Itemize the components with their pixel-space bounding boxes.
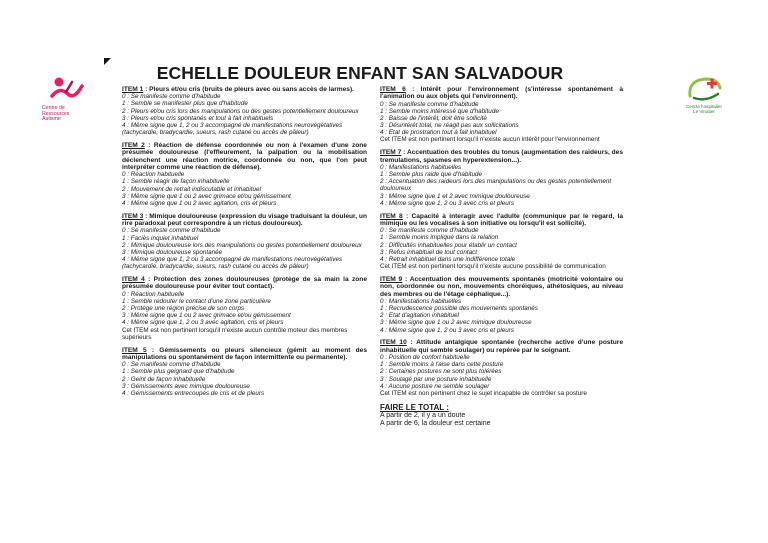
cra-logo-line1: Centre de	[42, 105, 65, 111]
item-heading	[122, 142, 367, 171]
item-label: ITEM 3	[122, 212, 144, 220]
item-label: ITEM 4	[122, 276, 145, 284]
item-option: 0 : Se manifeste comme d'habitude	[122, 93, 221, 101]
item-note: Cet ITEM est non pertinent lorsqu'il n'existe aucun intérêt pour l'environnement	[380, 136, 600, 144]
item-option: 2 : Protège une région précise de son corps	[122, 305, 245, 313]
cra-logo-line3: Autisme	[42, 116, 61, 123]
item-option: 2 : Geint de façon inhabituelle	[122, 375, 206, 383]
right-items	[380, 86, 623, 397]
item-option: 3 : Pleurs et/ou cris spontanés et tout à fait inhabituels	[122, 114, 274, 122]
item-option: 4 : Même signe que 1, 2 ou 3 accompagné de manifestations neurovégétatives (tachycardie, bradycardie, sueurs, rash cutané ou accès de pâleur)	[122, 256, 343, 271]
item-8	[380, 213, 623, 271]
item-option: 2 : Mouvement de retrait indiscutable et inhabituel	[122, 185, 261, 193]
corner-crop-mark	[104, 58, 111, 65]
right-column	[380, 86, 623, 428]
item-heading	[380, 339, 623, 354]
item-heading-text: : Pleurs et/ou cris (bruits de pleurs avec ou sans accès de larmes).	[145, 86, 354, 93]
item-label: ITEM 10	[380, 339, 407, 347]
item-9	[380, 276, 623, 334]
item-option: 3 : Désintérêt total, ne réagit pas aux sollicitations	[380, 122, 519, 130]
item-option: 1 : Semble moins à l'aise dans cette posture	[380, 361, 504, 369]
item-option: 3 : Même signe que 1 ou 2 avec mimique douloureuse	[380, 319, 532, 327]
item-option: 4 : Gémissements entrecoupés de cris et de pleurs	[122, 389, 265, 397]
item-option: 3 : Même signe que 1 et 2 avec mimique douloureuse	[380, 192, 530, 200]
item-option: 0 : Se manifeste comme d'habitude	[380, 227, 479, 235]
item-heading	[122, 276, 367, 291]
item-option: 2 : Baisse de l'intérêt, doit être sollicité	[380, 114, 487, 122]
total-heading: FAIRE LE TOTAL :	[380, 402, 449, 412]
item-heading-text: : Mimique douloureuse (expression du visage traduisant la douleur, un rire paradoxal peut correspondre à un rictus douloureux).	[122, 212, 367, 228]
item-option: 3 : Refus inhabituel de tout contact	[380, 248, 477, 256]
item-option: 1 : Semble redouter le contact d'une zone particulière	[122, 297, 271, 305]
item-option: 3 : Même signe que 1 ou 2 avec grimace et/ou gémissement	[122, 192, 291, 200]
item-option: 0 : Position de confort habituelle	[380, 354, 470, 362]
item-2	[122, 142, 367, 207]
item-option: 3 : Même signe que 1 ou 2 avec grimace et/ou gémissement	[122, 312, 291, 320]
hospital-logo	[676, 74, 730, 124]
cra-figure-icon	[50, 74, 86, 104]
item-option: 3 : Soulagé par une posture inhabituelle	[380, 375, 492, 383]
item-label: ITEM 5	[122, 346, 147, 354]
item-option: 1 : Semble réagir de façon inhabituelle	[122, 178, 230, 186]
item-option: 2 : Accentuation des raideurs lors des manipulations ou des gestes potentiellement douloureux	[380, 178, 612, 193]
item-heading	[380, 276, 623, 298]
item-option: 3 : Gémissements avec mimique douloureuse	[122, 382, 250, 390]
item-option: 0 : Se manifeste comme d'habitude	[122, 227, 221, 235]
item-option: 4 : Même signe que 1, 2 ou 3 accompagné de manifestations neurovégétatives (tachycardie, bradycardie, sueurs, rash cutané ou accès de pâleur)	[122, 121, 343, 137]
item-heading	[380, 149, 623, 164]
hospital-swoosh-icon	[676, 74, 730, 104]
item-heading	[380, 86, 623, 101]
item-label: ITEM 1	[122, 86, 144, 93]
item-heading	[380, 213, 623, 228]
item-option: 1 : Semble plus geignard que d'habitude	[122, 368, 235, 376]
page-title: ECHELLE DOULEUR ENFANT SAN SALVADOUR	[156, 63, 564, 83]
item-7	[380, 149, 623, 207]
hospital-logo-line1: Centre hospitalier	[685, 104, 722, 109]
item-option: 3 : Mimique douloureuse spontanée	[122, 248, 223, 256]
item-heading-text: : Gémissements ou pleurs silencieux (gémit au moment des manipulations ou spontanément de façon intermittente ou permanente).	[122, 346, 368, 361]
item-option: 1 : Semble plus raide que d'habitude	[380, 171, 483, 179]
item-option: 1 : Recrudescence possible des mouvements spontanés	[380, 305, 538, 313]
item-label: ITEM 7	[380, 149, 402, 157]
item-heading-text: : Attitude antalgique spontanée (recherche active d'une posture inhabituelle qui semble soulager) ou repérée par le soignant.	[380, 339, 623, 354]
item-10	[380, 339, 623, 397]
item-label: ITEM 2	[122, 142, 145, 150]
item-5	[122, 347, 367, 397]
item-note: Cet ITEM est non pertinent lorsqu'il n'existe aucune possibilité de communication	[380, 263, 606, 271]
item-note: Cet ITEM est non pertinent chez le sujet incapable de contrôler sa posture	[380, 389, 587, 397]
item-option: 2 : Etat d'agitation inhabituel	[380, 312, 459, 320]
item-option: 0 : Manifestations habituelles	[380, 163, 462, 171]
item-4	[122, 276, 367, 341]
item-1	[122, 86, 367, 136]
item-label: ITEM 8	[380, 212, 403, 220]
item-heading	[122, 86, 367, 93]
item-option: 4 : Aucune posture ne semble soulager	[380, 382, 490, 390]
item-label: ITEM 9	[380, 275, 403, 283]
item-option: 0 : Se manifeste comme d'habitude	[380, 100, 479, 108]
item-heading-text: : Protection des zones douloureuses (protège de sa main la zone présumée douloureuse pour éviter tout contact).	[122, 276, 367, 291]
item-option: 2 : Mimique douloureuse lors des manipulations ou gestes potentiellement douloureux	[122, 241, 362, 249]
hospital-logo-line2: Le Vinatier	[693, 109, 715, 114]
item-option: 0 : Réaction habituelle	[122, 171, 185, 179]
item-label: ITEM 6	[380, 86, 406, 93]
item-3	[122, 213, 367, 271]
item-heading-text: : Réaction de défense coordonnée ou non à l'examen d'une zone présumée douloureuse (l'effleurement, la palpation ou la mobilisation déclenchent une réaction motrice, coordonnée ou non, que l'on peut interpréter comme une réaction de défense).	[122, 142, 367, 171]
item-option: 4 : Même signe que 1, 2 ou 3 avec cris et pleurs	[380, 199, 515, 207]
item-option: 2 : Pleurs et/ou cris lors des manipulations ou des gestes potentiellement douloureux	[122, 107, 359, 115]
item-option: 4 : Même signe que 1, 2 ou 3 avec cris et pleurs	[380, 326, 515, 334]
item-option: 1 : Semble moins impliqué dans la relation	[380, 234, 499, 242]
item-heading-text: : Intérêt pour l'environnement (s'intéresse spontanément à l'animation ou aux objets qui l'environnent).	[380, 86, 623, 101]
item-option: 0 : Se manifeste comme d'habitude	[122, 361, 221, 369]
item-heading	[122, 213, 367, 228]
total-section	[380, 403, 623, 429]
cra-logo-line2: Ressources	[42, 110, 70, 117]
item-option: 1 : Semble se manifester plus que d'habitude	[122, 100, 248, 108]
item-note: Cet ITEM est non pertinent lorsqu'il n'existe aucun contrôle moteur des membres supérieurs	[122, 326, 348, 341]
item-option: 1 : Faciès inquiet inhabituel	[122, 234, 199, 242]
item-option: 4 : Même signe que 1 ou 2 avec agitation, cris et pleurs	[122, 199, 277, 207]
left-column	[122, 86, 367, 403]
item-option: 1 : Semble moins intéressé que d'habitude	[380, 107, 499, 115]
item-option: 4 : Etat de prostration tout à fait inhabituel	[380, 129, 497, 137]
item-heading-text: : Capacité à interagir avec l'adulte (communique par le regard, la mimique ou les vocalises à son initiative ou lorsqu'il est sollicité).	[380, 212, 623, 227]
cra-logo	[42, 74, 102, 134]
item-option: 2 : Difficultés inhabituelles pour établir un contact	[380, 241, 517, 249]
item-heading-text: : Accentuation des troubles du tonus (augmentation des raideurs, des tremulations, spasmes en hyperextension...).	[380, 149, 624, 164]
item-heading-text: : Accentuation des mouvements spontanés (motricité volontaire ou non, coordonnée ou non, mouvements choréiques, athétosiques, au niveau des membres ou de l'étage céphalique...).	[380, 275, 623, 298]
item-option: 4 : Même signe que 1, 2 ou 3 avec agitation, cris et pleurs	[122, 319, 284, 327]
total-line-2: A partir de 6, la douleur est certaine	[380, 420, 491, 428]
item-option: 4 : Retrait inhabituel dans une indifférence totale	[380, 255, 516, 263]
item-option: 2 : Certaines postures ne sont plus tolérées	[380, 368, 502, 376]
item-6	[380, 86, 623, 144]
item-option: 0 : Réaction habituelle	[122, 290, 185, 298]
item-heading	[122, 347, 367, 362]
total-line-1: A partir de 2, il y a un doute	[380, 411, 466, 419]
item-option: 0 : Manifestations habituelles	[380, 297, 462, 305]
